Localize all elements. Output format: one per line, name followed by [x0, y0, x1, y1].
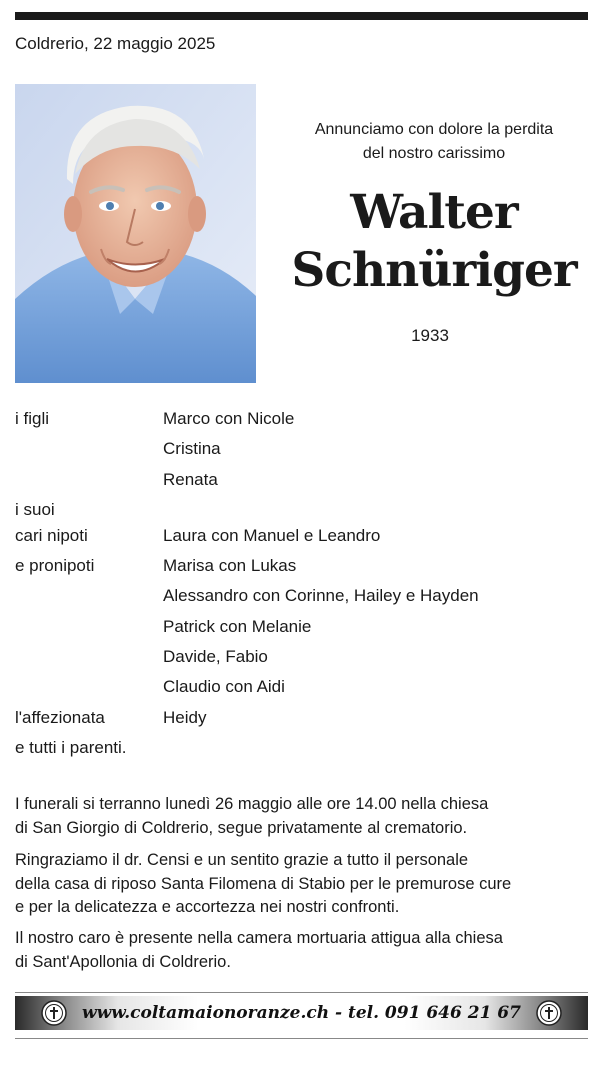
footer-rule-bottom	[15, 1038, 588, 1039]
family-label: i suoi	[15, 499, 55, 519]
family-row	[15, 499, 588, 521]
funeral-line-1: I funerali si terranno lunedì 26 maggio alle ore 14.00 nella chiesa	[15, 795, 489, 813]
family-row	[15, 733, 588, 763]
top-rule	[15, 12, 588, 20]
family-value: Cristina	[163, 439, 221, 459]
thanks-line-2: della casa di riposo Santa Filomena di Stabio per le premurose cure	[15, 874, 512, 893]
funeral-paragraph	[15, 793, 590, 840]
first-name: Walter	[350, 185, 518, 240]
family-value: Heidy	[163, 707, 207, 727]
family-label: cari nipoti	[15, 525, 88, 545]
family-value: Patrick con Melanie	[163, 616, 312, 636]
deceased-name	[270, 184, 598, 300]
family-row	[15, 642, 588, 672]
presence-line-1: Il nostro caro è presente nella camera mortuaria attigua alla chiesa	[15, 929, 503, 947]
birth-year: 1933	[411, 326, 449, 345]
family-list	[15, 404, 588, 763]
family-row	[15, 703, 588, 733]
family-value: Renata	[163, 469, 218, 489]
footer-banner	[15, 996, 588, 1030]
family-label: i figli	[15, 409, 50, 428]
family-label: l'affezionata	[15, 707, 105, 727]
portrait-photo	[15, 84, 256, 383]
announcement-text	[280, 118, 588, 166]
cross-seal-icon	[536, 1000, 562, 1026]
family-row	[15, 551, 588, 581]
date-location: Coldrerio, 22 maggio 2025	[15, 34, 216, 53]
thanks-line-3: e per la delicatezza e accortezza nei nostri confronti.	[15, 898, 400, 916]
family-label: e pronipoti	[15, 556, 95, 576]
family-value: Alessandro con Corinne, Hailey e Hayden	[163, 586, 479, 606]
thanks-line-1: Ringraziamo il dr. Censi e un sentito grazie a tutto il personale	[15, 851, 469, 869]
family-row	[15, 521, 588, 551]
footer-rule-top	[15, 992, 588, 993]
family-row	[15, 612, 588, 642]
family-value: Marco con Nicole	[163, 409, 295, 428]
footer-contact: www.coltamaionoranze.ch - tel. 091 646 21 67	[82, 1003, 521, 1023]
family-row	[15, 581, 588, 611]
thanks-paragraph	[15, 849, 590, 920]
portrait-illustration	[15, 84, 256, 383]
announcement-line-1: Annunciamo con dolore la perdita	[314, 121, 554, 138]
family-value: Davide, Fabio	[163, 647, 268, 667]
family-label: e tutti i parenti.	[15, 737, 127, 757]
family-value: Laura con Manuel e Leandro	[163, 525, 381, 545]
last-name: Schnüriger	[291, 243, 577, 298]
family-row	[15, 404, 588, 434]
funeral-line-2: di San Giorgio di Coldrerio, segue privatamente al crematorio.	[15, 818, 468, 837]
family-row	[15, 434, 588, 464]
presence-paragraph	[15, 927, 590, 974]
presence-line-2: di Sant'Apollonia di Coldrerio.	[15, 952, 231, 971]
family-value: Claudio con Aidi	[163, 677, 285, 697]
family-row	[15, 465, 588, 495]
family-value: Marisa con Lukas	[163, 556, 297, 576]
announcement-line-2: del nostro carissimo	[362, 145, 506, 162]
family-row	[15, 672, 588, 702]
